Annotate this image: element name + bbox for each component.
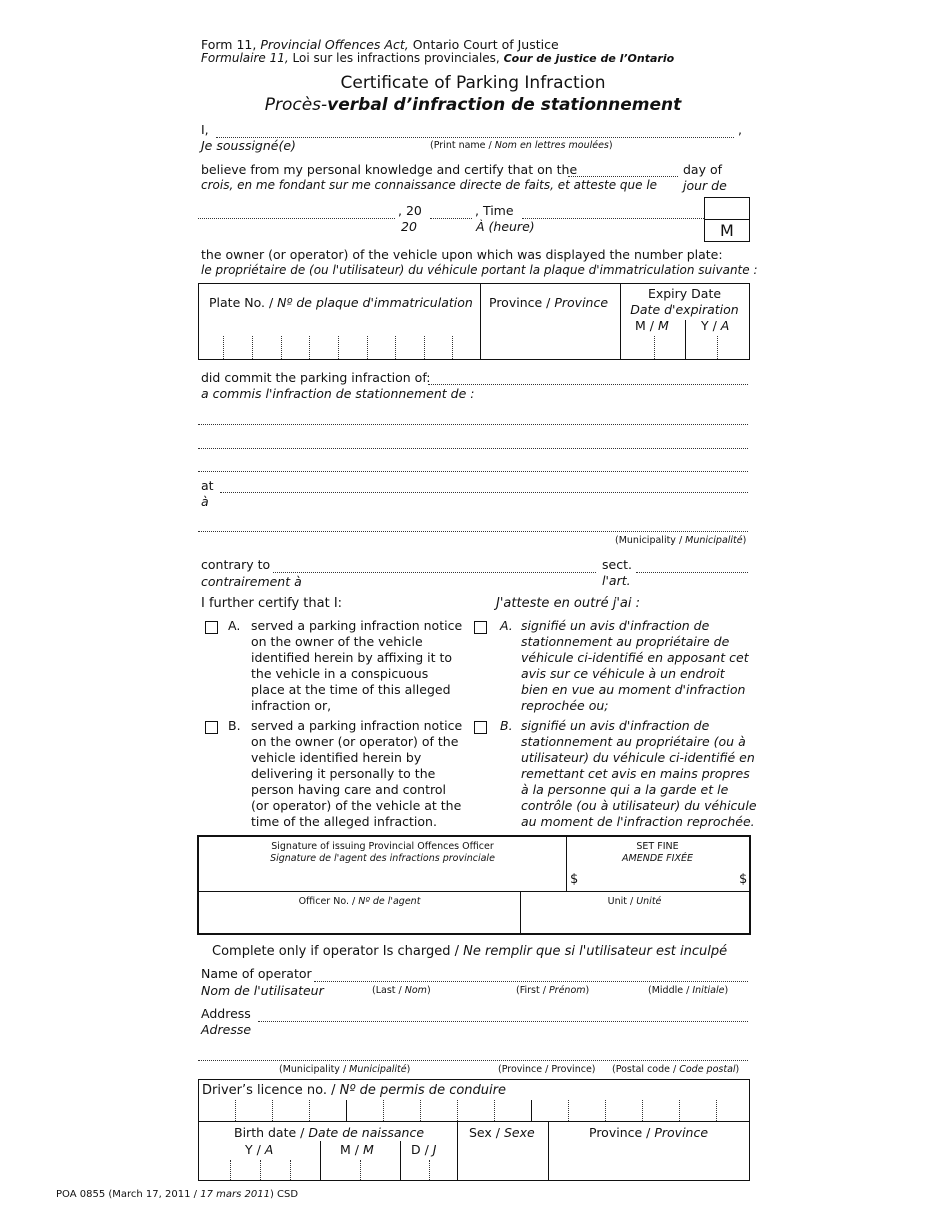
expiry-header: Expiry Date xyxy=(647,286,722,301)
act-name-fr: Loi sur les infractions provinciales, xyxy=(292,51,500,65)
sex-label xyxy=(469,1125,535,1140)
owner-text-fr: le propriétaire de (ou l'utilisateur) du véhicule portant la plaque d'immatriculation suivante : xyxy=(201,263,758,277)
plate-char-tick xyxy=(281,336,282,359)
time-label-fr: À (heure) xyxy=(476,219,535,234)
form-code xyxy=(56,1189,298,1200)
address-label: Address xyxy=(201,1006,251,1021)
sect-label-fr: l'art. xyxy=(602,573,631,588)
operator-name-label: Name of operator xyxy=(201,966,312,981)
time-label: , Time xyxy=(475,203,514,218)
birth-m-en: M / xyxy=(340,1142,363,1157)
section-field[interactable] xyxy=(636,572,748,573)
owner-text: the owner (or operator) of the vehicle upon which was displayed the number plate: xyxy=(201,247,723,262)
option-a-checkbox[interactable] xyxy=(205,621,218,634)
form-number: Form 11, xyxy=(201,37,257,52)
option-b-fr-line: signifié un avis d'infraction de xyxy=(521,718,710,733)
year-label-fr: A xyxy=(720,318,730,333)
licence-char-tick xyxy=(642,1100,643,1121)
option-a-line: place at the time of this alleged xyxy=(251,682,451,697)
birth-label-fr: Date de naissance xyxy=(308,1125,425,1140)
print-name-label-fr: Nom en lettres moulées xyxy=(494,140,609,151)
option-b-fr-line: contrôle (ou à utilisateur) du véhicule xyxy=(521,798,757,813)
location-field[interactable] xyxy=(220,492,748,493)
unit-label-en: Unit / xyxy=(607,896,637,907)
option-a-fr-text xyxy=(521,618,749,714)
option-b-letter: B. xyxy=(228,718,241,733)
label-i: I, xyxy=(201,122,209,137)
option-a-letter: A. xyxy=(228,618,241,633)
municipality-close: ) xyxy=(742,535,747,546)
birth-ym-divider xyxy=(320,1141,321,1180)
year-char-tick xyxy=(717,336,718,359)
option-a-line: served a parking infraction notice xyxy=(251,618,463,633)
infraction-field-3[interactable] xyxy=(198,448,748,449)
statute-field[interactable] xyxy=(273,572,596,573)
option-a-fr-line: avis sur ce véhicule à un endroit xyxy=(521,666,725,681)
operator-section-title xyxy=(212,944,727,959)
birth-y-fr: A xyxy=(264,1142,274,1157)
birth-md-divider xyxy=(400,1141,401,1180)
last-label-fr: Nom xyxy=(404,985,427,996)
page-title-fr xyxy=(200,95,746,115)
province-label-fr: Province xyxy=(554,295,609,310)
form-code-en: POA 0855 (March 17, 2011 / xyxy=(56,1189,201,1200)
licence-char-tick xyxy=(383,1100,384,1121)
set-fine-label-fr: AMENDE FIXÉE xyxy=(622,853,693,864)
province-label: Province / xyxy=(489,295,555,310)
jour-de-label: jour de xyxy=(683,178,727,193)
option-a-line: the vehicle in a conspicuous xyxy=(251,666,429,681)
postal-label: (Postal code / xyxy=(612,1064,680,1075)
option-b-line: delivering it personally to the xyxy=(251,766,436,781)
meridiem-m: M xyxy=(720,221,734,240)
officer-label: Officer No. / xyxy=(298,896,359,907)
expiry-header-fr: Date d'expiration xyxy=(630,302,739,317)
municipality-label-fr: Municipalité xyxy=(685,535,743,546)
title-fr-prefix: Procès- xyxy=(264,95,328,115)
birth-char-tick xyxy=(290,1160,291,1180)
plate-table xyxy=(198,283,750,360)
first-label: (First / xyxy=(516,985,549,996)
print-name-close: ) xyxy=(608,140,613,151)
birth-char-tick xyxy=(360,1160,361,1180)
licence-char-tick xyxy=(679,1100,680,1121)
option-a-fr-letter: A. xyxy=(500,618,513,633)
expiry-year-header xyxy=(701,318,729,333)
option-b-fr-text xyxy=(521,718,757,830)
option-a-fr-line: stationnement au propriétaire de xyxy=(521,634,730,649)
licence-char-tick xyxy=(716,1100,717,1121)
plate-no-label-fr: Nº de plaque d'immatriculation xyxy=(277,295,473,310)
address-municipality-hint xyxy=(279,1064,410,1075)
first-close: ) xyxy=(585,985,590,996)
option-b-fr-letter: B. xyxy=(500,718,513,733)
further-certify-fr: J'atteste en outré j'ai : xyxy=(496,596,640,611)
did-commit-text: did commit the parking infraction of: xyxy=(201,370,431,385)
year-field[interactable] xyxy=(430,218,472,219)
option-b-line: time of the alleged infraction. xyxy=(251,814,437,829)
postal-label-fr: Code postal xyxy=(679,1064,736,1075)
option-b-line: served a parking infraction notice xyxy=(251,718,463,733)
plate-no-header xyxy=(209,295,473,310)
birth-day-label xyxy=(411,1142,436,1157)
last-close: ) xyxy=(426,985,431,996)
at-label: at xyxy=(201,478,214,493)
postal-close: ) xyxy=(735,1064,740,1075)
option-a-fr-line: reprochée ou; xyxy=(521,698,609,713)
birth-d-en: D / xyxy=(411,1142,433,1157)
year-label: Y / xyxy=(701,318,721,333)
municipality-field[interactable] xyxy=(198,531,748,532)
licence-province-fr: Province xyxy=(654,1125,709,1140)
licence-province-en: Province / xyxy=(589,1125,655,1140)
sex-province-divider xyxy=(548,1121,549,1180)
birth-sex-divider xyxy=(457,1121,458,1180)
day-field[interactable] xyxy=(568,176,678,177)
officer-no-label xyxy=(199,896,520,907)
unit-label xyxy=(520,896,749,907)
option-b-fr-line: à la personne qui a la garde et le xyxy=(521,782,729,797)
option-b-line: person having care and control xyxy=(251,782,446,797)
operator-name-field[interactable] xyxy=(314,981,748,982)
unit-label-fr: Unité xyxy=(636,896,662,907)
infraction-field-1[interactable] xyxy=(428,384,748,385)
form-code-end: ) CSD xyxy=(269,1189,299,1200)
licence-char-tick xyxy=(272,1100,273,1121)
plate-char-tick xyxy=(252,336,253,359)
title-fr-main: verbal d’infraction de stationnement xyxy=(327,95,682,115)
plate-char-tick xyxy=(367,336,368,359)
plate-char-tick xyxy=(338,336,339,359)
time-field[interactable] xyxy=(522,218,704,219)
address-municipality-close: ) xyxy=(406,1064,411,1075)
plate-char-tick xyxy=(309,336,310,359)
birth-char-tick xyxy=(429,1160,430,1180)
set-fine-label: SET FINE xyxy=(636,841,679,852)
sex-label-en: Sex / xyxy=(469,1125,504,1140)
option-a-line: infraction or, xyxy=(251,698,332,713)
officer-label-fr: Nº de l'agent xyxy=(358,896,421,907)
last-name-hint xyxy=(372,985,431,996)
middle-label-fr: Initiale xyxy=(692,985,725,996)
month-char-tick xyxy=(654,336,655,359)
address-line-2-field[interactable] xyxy=(198,1060,748,1061)
month-label-fr: M xyxy=(657,318,669,333)
birth-year-label xyxy=(245,1142,273,1157)
dollar-sign-right: $ xyxy=(739,872,748,887)
plate-char-tick xyxy=(424,336,425,359)
meridiem-divider xyxy=(705,219,749,220)
licence-label-fr: Nº de permis de conduire xyxy=(339,1083,506,1098)
option-b-fr-line: au moment de l'infraction reprochée. xyxy=(521,814,755,829)
licence-table xyxy=(198,1079,750,1181)
option-a-line: on the owner of the vehicle xyxy=(251,634,423,649)
address-municipality-label: (Municipality / xyxy=(279,1064,350,1075)
month-label: M / xyxy=(635,318,658,333)
at-label-fr: à xyxy=(201,494,209,509)
option-b-line: (or operator) of the vehicle at the xyxy=(251,798,462,813)
licence-label-en: Driver’s licence no. / xyxy=(202,1083,340,1098)
dollar-sign-left: $ xyxy=(570,872,579,887)
sect-label: sect. xyxy=(602,557,632,572)
address-field[interactable] xyxy=(258,1021,748,1022)
address-province-hint: (Province / Province) xyxy=(498,1064,596,1075)
year-prefix: , 20 xyxy=(398,203,422,218)
birth-date-label xyxy=(234,1125,424,1140)
option-b-fr-line: remettant cet avis en mains propres xyxy=(521,766,750,781)
birth-d-fr: J xyxy=(432,1142,437,1157)
form-number-fr: Formulaire 11, xyxy=(201,51,289,65)
licence-char-tick xyxy=(457,1100,458,1121)
middle-close: ) xyxy=(724,985,729,996)
infraction-field-4[interactable] xyxy=(198,471,748,472)
act-name: Provincial Offences Act, xyxy=(260,37,409,52)
licence-group-divider xyxy=(531,1100,532,1121)
plate-char-tick xyxy=(223,336,224,359)
contrary-label: contrary to xyxy=(201,557,271,572)
comma: , xyxy=(738,122,742,137)
option-a-fr-checkbox[interactable] xyxy=(474,621,487,634)
contrary-label-fr: contrairement à xyxy=(201,574,302,589)
licence-province-label xyxy=(589,1125,708,1140)
infraction-field-2[interactable] xyxy=(198,424,748,425)
licence-row-divider xyxy=(199,1121,749,1122)
option-a-text xyxy=(251,618,462,714)
birth-char-tick xyxy=(260,1160,261,1180)
option-b-text xyxy=(251,718,462,830)
option-a-fr-line: bien en vue au moment d'infraction xyxy=(521,682,746,697)
licence-char-tick xyxy=(235,1100,236,1121)
first-name-hint xyxy=(516,985,589,996)
option-a-fr-line: véhicule ci-identifié en apposant cet xyxy=(521,650,749,665)
option-b-fr-checkbox[interactable] xyxy=(474,721,487,734)
court-name-fr: Cour de justice de l’Ontario xyxy=(503,52,675,65)
believe-text-fr: crois, en me fondant sur me connaissance directe de faits, et atteste que le xyxy=(201,178,658,192)
licence-char-tick xyxy=(568,1100,569,1121)
licence-no-label xyxy=(202,1083,506,1098)
court-name: Ontario Court of Justice xyxy=(412,37,559,52)
birth-label-en: Birth date / xyxy=(234,1125,309,1140)
first-label-fr: Prénom xyxy=(548,985,586,996)
address-municipality-label-fr: Municipalité xyxy=(349,1064,407,1075)
meridiem-box[interactable] xyxy=(704,197,750,242)
sex-label-fr: Sexe xyxy=(503,1125,535,1140)
signature-row-divider xyxy=(199,891,749,892)
middle-name-hint xyxy=(648,985,728,996)
licence-group-divider xyxy=(346,1100,347,1121)
last-label: (Last / xyxy=(372,985,405,996)
expiry-col-divider xyxy=(685,320,686,359)
further-certify: I further certify that I: xyxy=(201,596,343,611)
form-number-line xyxy=(201,37,559,52)
plate-char-tick xyxy=(395,336,396,359)
page-title: Certificate of Parking Infraction xyxy=(340,73,606,93)
signature-label-fr: Signature de l'agent des infractions provinciale xyxy=(270,853,495,864)
municipality-hint xyxy=(615,535,746,546)
address-label-fr: Adresse xyxy=(201,1022,252,1037)
believe-text: believe from my personal knowledge and certify that on the xyxy=(201,162,578,177)
plate-no-label: Plate No. / xyxy=(209,295,278,310)
option-a-fr-line: signifié un avis d'infraction de xyxy=(521,618,710,633)
option-b-line: on the owner (or operator) of the xyxy=(251,734,459,749)
option-a-line: identified herein by affixing it to xyxy=(251,650,453,665)
operator-title-en: Complete only if operator Is charged / xyxy=(212,944,464,959)
option-b-fr-line: stationnement au propriétaire (ou à xyxy=(521,734,746,749)
print-name-label: (Print name / xyxy=(430,140,495,151)
birth-m-fr: M xyxy=(362,1142,374,1157)
signature-box xyxy=(197,835,751,935)
province-header xyxy=(489,295,608,310)
form-code-fr: 17 mars 2011 xyxy=(200,1189,270,1200)
middle-label: (Middle / xyxy=(648,985,693,996)
birth-month-label xyxy=(340,1142,374,1157)
operator-title-fr: Ne remplir que si l'utilisateur est inculpé xyxy=(463,944,728,959)
plate-col-divider xyxy=(480,284,481,359)
option-b-line: vehicle identified herein by xyxy=(251,750,422,765)
signature-label: Signature of issuing Provincial Offences Officer xyxy=(271,841,494,852)
did-commit-text-fr: a commis l'infraction de stationnement de : xyxy=(201,386,475,401)
option-b-fr-line: utilisateur) du véhicule ci-identifié en xyxy=(521,750,755,765)
form-number-line-fr xyxy=(201,51,674,65)
option-b-checkbox[interactable] xyxy=(205,721,218,734)
postal-code-hint xyxy=(612,1064,739,1075)
month-field[interactable] xyxy=(198,218,395,219)
licence-char-tick xyxy=(309,1100,310,1121)
birth-char-tick xyxy=(230,1160,231,1180)
licence-char-tick xyxy=(494,1100,495,1121)
operator-name-label-fr: Nom de l'utilisateur xyxy=(201,983,324,998)
year-prefix-fr: 20 xyxy=(401,219,417,234)
label-i-fr: Je soussigné(e) xyxy=(201,138,296,153)
expiry-month-header xyxy=(635,318,669,333)
day-of-label: day of xyxy=(683,162,723,177)
birth-y-en: Y / xyxy=(245,1142,265,1157)
print-name-hint xyxy=(430,140,613,151)
municipality-label: (Municipality / xyxy=(615,535,686,546)
licence-char-tick xyxy=(420,1100,421,1121)
licence-char-tick xyxy=(605,1100,606,1121)
plate-char-tick xyxy=(452,336,453,359)
